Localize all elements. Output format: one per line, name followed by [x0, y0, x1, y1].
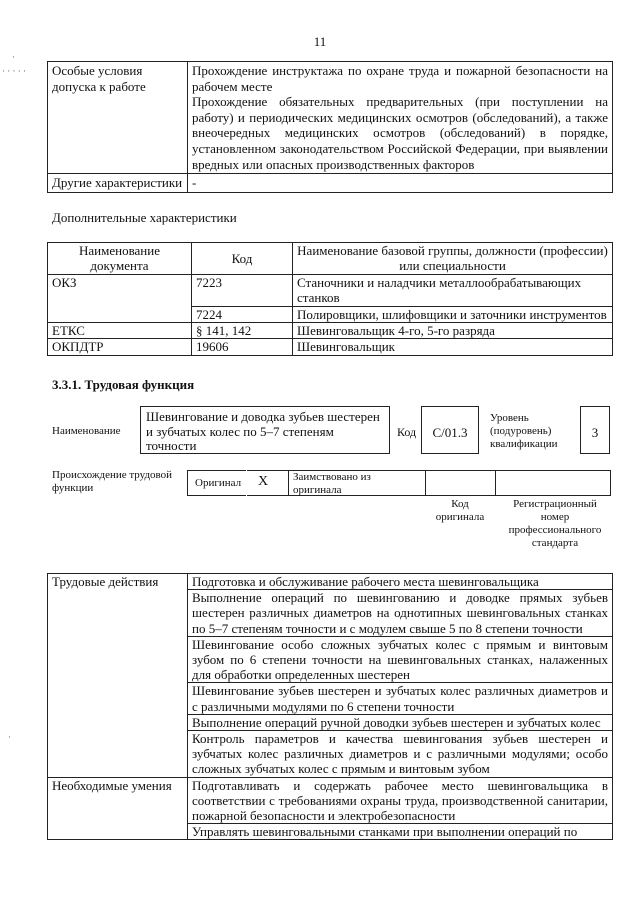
table-row	[48, 574, 613, 590]
table-header-row	[48, 243, 613, 275]
cell-code: 7223	[192, 274, 293, 306]
other-label: Другие характеристики	[48, 174, 188, 193]
reg-number-label: Регистрационный номер профессионального стандарта	[508, 498, 602, 549]
code-original-label: Код оригинала	[435, 498, 485, 523]
other-value: -	[188, 174, 613, 193]
table-row	[48, 323, 613, 339]
skill-item: Подготавливать и содержать рабочее место шевинговальщика в соответствии с требованиями охраны труда, производственной санитарии, пожарной безопасности и электробезопасности	[188, 777, 613, 824]
name-label: Наименование	[52, 425, 121, 437]
action-item: Выполнение операций по шевингованию и доводке прямых зубьев шестерен различных диаметров на однотипных шевинговальных станках по 5–7 степеням точности и с модулем свыше 5 по 8 степени точности	[188, 590, 613, 637]
additional-caption: Дополнительные характеристики	[52, 210, 237, 225]
cell-doc: ОКПДТР	[48, 339, 192, 355]
actions-label: Трудовые действия	[48, 574, 188, 778]
function-name: Шевингование и доводка зубьев шестерен и зубчатых колес по 5–7 степеням точности	[146, 409, 380, 454]
header-code: Код	[192, 243, 293, 275]
scan-mark: ·	[12, 52, 15, 62]
origin-divider	[425, 470, 426, 496]
cell-name: Полировщики, шлифовщики и заточники инструментов	[293, 306, 613, 322]
code-label: Код	[397, 425, 417, 439]
conditions-table	[47, 61, 613, 193]
conditions-paragraph: Прохождение обязательных предварительных (при поступлении на работу) и периодических медицинских осмотров (обследований), а также внеочередных медицинских осмотров (обследований) в порядке, установленном законодательством Российской Федерации, при выявлении вредных или опасных производственных факторов	[192, 94, 608, 172]
duties-table	[47, 573, 613, 840]
conditions-paragraph: Прохождение инструктажа по охране труда и пожарной безопасности на рабочем месте	[192, 63, 608, 94]
function-code: C/01.3	[432, 425, 468, 440]
function-heading: 3.3.1. Трудовая функция	[52, 377, 195, 392]
skills-label: Необходимые умения	[48, 777, 188, 840]
cell-doc: ЕТКС	[48, 323, 192, 339]
scan-mark: ·	[8, 732, 11, 742]
header-document: Наименование документа	[48, 243, 192, 275]
conditions-value	[188, 62, 613, 174]
conditions-label: Особые условия допуска к работе	[48, 62, 188, 174]
table-row	[48, 777, 613, 824]
function-code-box	[421, 406, 479, 454]
table-row	[48, 274, 613, 306]
original-label: Оригинал	[195, 477, 242, 489]
cell-name: Шевинговальщик	[293, 339, 613, 355]
origin-label: Происхождение трудовой функции	[52, 469, 173, 494]
original-mark: X	[258, 474, 269, 489]
cell-doc: ОКЗ	[48, 274, 192, 322]
table-row	[48, 174, 613, 193]
action-item: Шевингование зубьев шестерен и зубчатых колес различных диаметров и с различными модулями по 6 степени точности	[188, 683, 613, 714]
action-item: Шевингование особо сложных зубчатых колес с прямым и винтовым зубом по 6 степени точности на шевинговальных станках, налаженных для обработки определенных шестерен	[188, 636, 613, 683]
table-row	[48, 62, 613, 174]
page-number: 11	[313, 34, 327, 49]
cell-name: Шевинговальщик 4-го, 5-го разряда	[293, 323, 613, 339]
origin-spacer	[246, 470, 247, 496]
additional-table	[47, 242, 613, 356]
origin-divider	[495, 470, 496, 496]
cell-code: 7224	[192, 306, 293, 322]
function-level: 3	[591, 425, 599, 440]
skill-item: Управлять шевинговальными станками при выполнении операций по	[188, 824, 613, 840]
level-label: Уровень (подуровень) квалификации	[490, 412, 558, 450]
scan-mark: · · · · ·	[2, 66, 26, 76]
header-name: Наименование базовой группы, должности (профессии) или специальности	[293, 243, 613, 275]
action-item: Подготовка и обслуживание рабочего места шевинговальщика	[188, 574, 613, 590]
action-item: Выполнение операций ручной доводки зубьев шестерен и зубчатых колес	[188, 714, 613, 730]
function-name-box	[140, 406, 390, 454]
borrowed-label: Заимствовано из оригинала	[293, 471, 371, 496]
cell-code: 19606	[192, 339, 293, 355]
table-row	[48, 339, 613, 355]
cell-name: Станочники и наладчики металлообрабатывающих станков	[293, 274, 613, 306]
function-level-box	[580, 406, 610, 454]
origin-divider	[288, 470, 289, 496]
cell-code: § 141, 142	[192, 323, 293, 339]
action-item: Контроль параметров и качества шевингования зубьев шестерен и зубчатых колес различных диаметров и с различными модулями; особо сложных зубчатых колес с прямым и винтовым зубом	[188, 731, 613, 778]
